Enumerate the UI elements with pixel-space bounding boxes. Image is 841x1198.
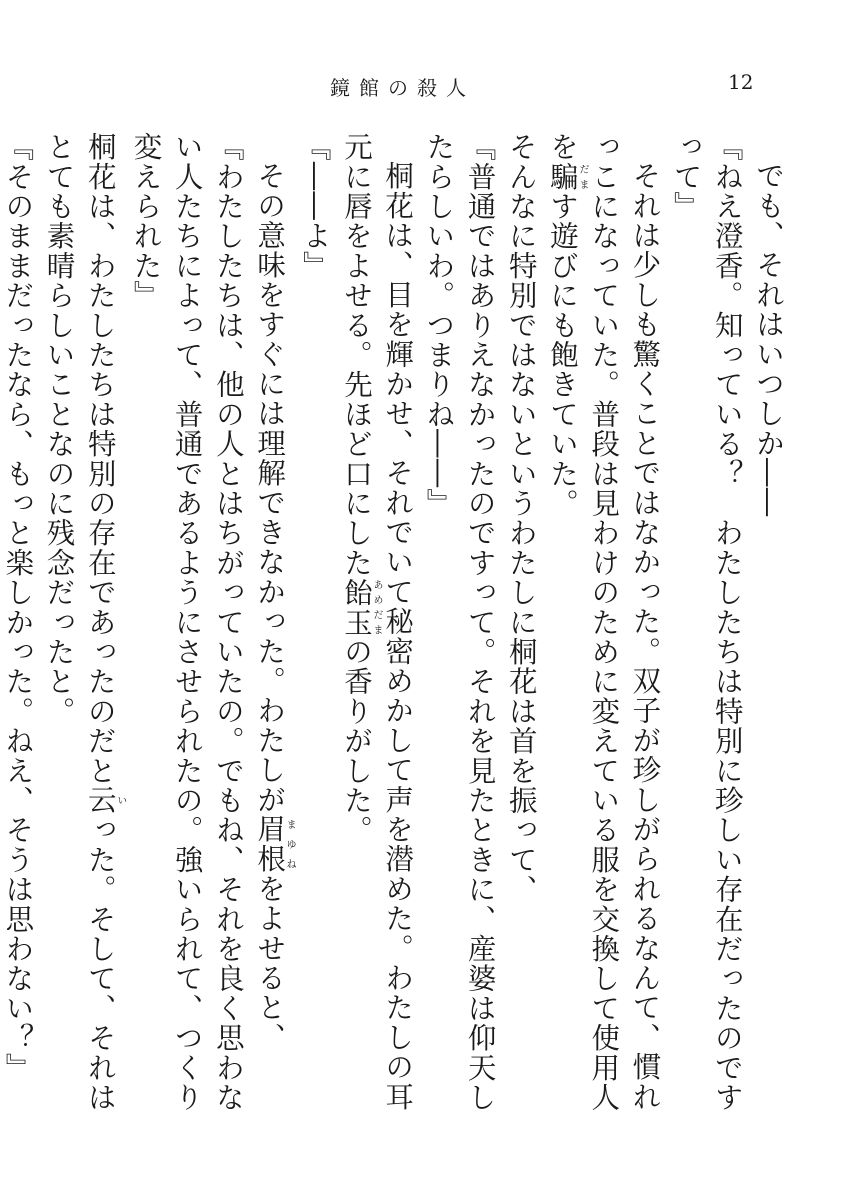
paragraph-5: 『普通ではありえなかったのですって。それを見たときに、産婆は仰天したらしいわ。つまりね――』 xyxy=(422,132,497,1113)
paragraph-8-text-a: その意味をすぐには理解できなかった。わたしが xyxy=(253,160,287,814)
paragraph-4: そんなに特別ではないというわたしに桐花は首を振って、 xyxy=(504,132,538,905)
ruby-i xyxy=(83,785,126,816)
paragraph-1: でも、それはいつしか―― xyxy=(752,160,785,517)
paragraph-7: 『――よ』 xyxy=(298,132,332,281)
ruby-dama xyxy=(545,161,588,192)
ruby-mayune xyxy=(253,813,296,874)
paragraph-9: 『わたしたちは、他の人とはちがっていたの。でもね、それを良く思わない人たちによって、普通であるようにさせられたの。強いられて、つくり変えられた』 xyxy=(129,132,245,1113)
ruby-mayune-base: 眉根 xyxy=(253,813,287,874)
paragraph-3-text-b: す遊びにも飽きていた。 xyxy=(545,191,579,519)
paragraph-10 xyxy=(38,132,125,1132)
paragraph-11: 『そのままだったなら、もっと楽しかった。ねえ、そうは思わない？』 xyxy=(1,132,35,1083)
running-title: 鏡館の殺人 xyxy=(330,76,475,100)
ruby-mayune-reading: まゆね xyxy=(284,813,296,874)
paragraph-8-text-b: をよせると、 xyxy=(253,873,287,1052)
ruby-amedama xyxy=(339,577,382,637)
ruby-amedama-base: 飴玉 xyxy=(339,577,373,637)
ruby-dama-base: 騙 xyxy=(545,161,579,192)
paragraph-10-text-a: 桐花は、わたしたちは特別の存在であったのだと xyxy=(83,132,117,786)
ruby-i-base: 云 xyxy=(83,785,117,816)
paragraph-6-text-a: 桐花は、目を輝かせ、それでいて秘密めかして声を潜めた。わたしの耳元に唇をよせる。先ほど口にした xyxy=(339,132,415,1111)
paragraph-10-text-b: った。そして、それはとても素晴らしいことなのに残念だったと。 xyxy=(42,132,117,1113)
paragraph-8 xyxy=(249,132,295,1132)
paragraph-2: 『ねえ澄香。知っている？ わたしたちは特別に珍しい存在だったのですって』 xyxy=(669,132,744,1113)
paragraph-6 xyxy=(336,132,418,1132)
ruby-i-reading: い xyxy=(114,785,126,816)
paragraph-6-text-b: の香りがした。 xyxy=(339,636,373,845)
ruby-amedama-reading: あめだま xyxy=(370,577,382,637)
page-number: 12 xyxy=(728,70,754,94)
paragraph-3-text-a: それは少しも驚くことではなかった。双子が珍しがられるなんて、慣れっこになっていた。普段は見わけのために変えている服を交換して使用人を xyxy=(545,132,662,1113)
ruby-dama-reading: だま xyxy=(576,161,588,192)
paragraph-3 xyxy=(542,132,666,1132)
body-text xyxy=(1,132,789,1132)
